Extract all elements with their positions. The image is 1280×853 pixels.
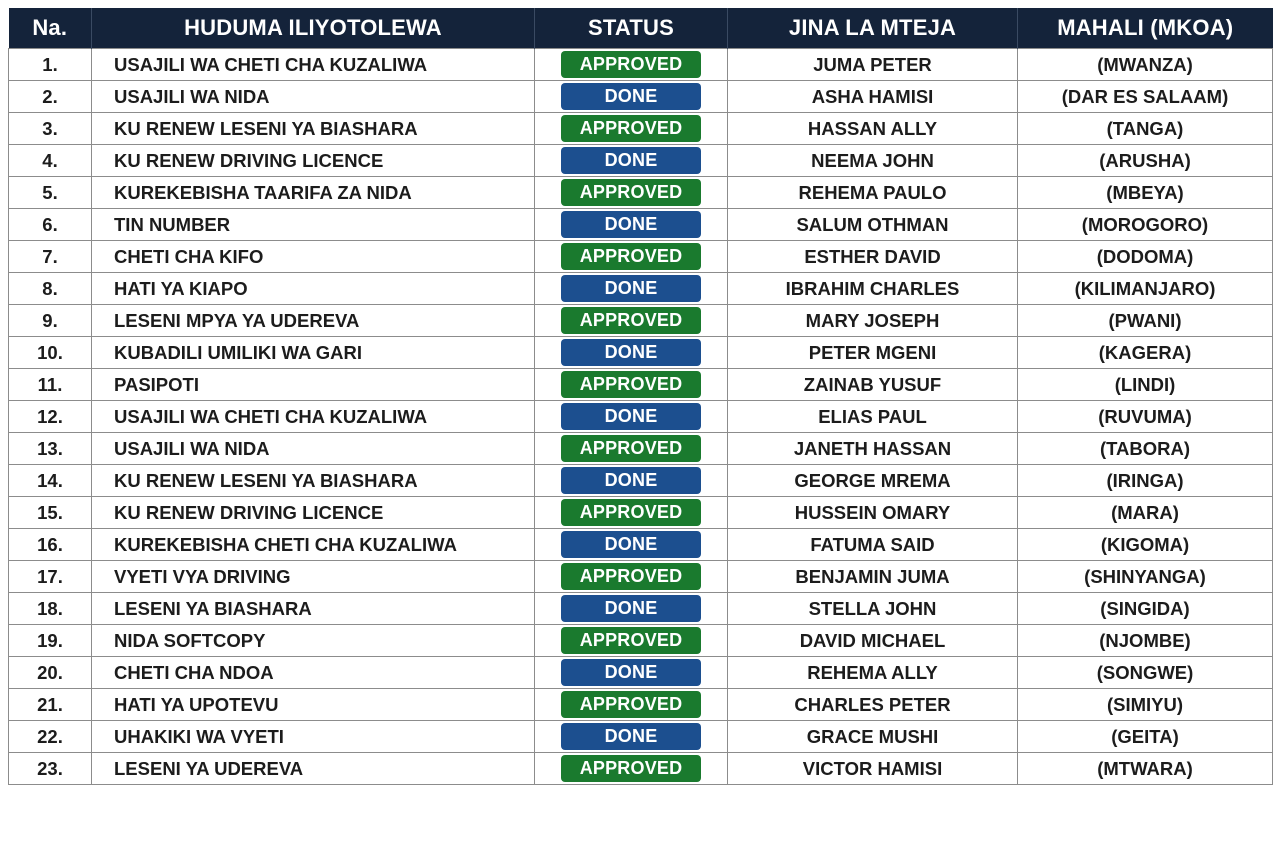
client-name: JUMA PETER <box>728 49 1018 81</box>
header-status: STATUS <box>535 8 728 49</box>
table-row <box>9 433 1273 465</box>
status-cell <box>535 497 728 529</box>
table-row <box>9 625 1273 657</box>
status-cell <box>535 625 728 657</box>
client-name: IBRAHIM CHARLES <box>728 273 1018 305</box>
client-name: ELIAS PAUL <box>728 401 1018 433</box>
status-cell <box>535 689 728 721</box>
client-name: GRACE MUSHI <box>728 721 1018 753</box>
row-number: 23. <box>9 753 92 785</box>
status-badge: DONE <box>561 147 701 174</box>
status-cell <box>535 561 728 593</box>
service-name: PASIPOTI <box>92 369 535 401</box>
table-row <box>9 305 1273 337</box>
client-name: NEEMA JOHN <box>728 145 1018 177</box>
service-name: KU RENEW DRIVING LICENCE <box>92 145 535 177</box>
status-badge: DONE <box>561 275 701 302</box>
status-badge: APPROVED <box>561 179 701 206</box>
status-badge: DONE <box>561 467 701 494</box>
row-number: 5. <box>9 177 92 209</box>
client-name: PETER MGENI <box>728 337 1018 369</box>
region-name: (SINGIDA) <box>1018 593 1273 625</box>
table-row <box>9 465 1273 497</box>
service-name: UHAKIKI WA VYETI <box>92 721 535 753</box>
row-number: 18. <box>9 593 92 625</box>
row-number: 6. <box>9 209 92 241</box>
row-number: 17. <box>9 561 92 593</box>
table-row <box>9 49 1273 81</box>
service-name: LESENI YA UDEREVA <box>92 753 535 785</box>
row-number: 7. <box>9 241 92 273</box>
row-number: 19. <box>9 625 92 657</box>
region-name: (MOROGORO) <box>1018 209 1273 241</box>
status-badge: APPROVED <box>561 115 701 142</box>
status-badge: APPROVED <box>561 435 701 462</box>
client-name: SALUM OTHMAN <box>728 209 1018 241</box>
client-name: REHEMA ALLY <box>728 657 1018 689</box>
service-name: KU RENEW LESENI YA BIASHARA <box>92 465 535 497</box>
status-cell <box>535 113 728 145</box>
status-badge: APPROVED <box>561 307 701 334</box>
table-row <box>9 497 1273 529</box>
service-name: USAJILI WA CHETI CHA KUZALIWA <box>92 49 535 81</box>
header-region: MAHALI (MKOA) <box>1018 8 1273 49</box>
service-name: KUREKEBISHA CHETI CHA KUZALIWA <box>92 529 535 561</box>
client-name: ASHA HAMISI <box>728 81 1018 113</box>
region-name: (DODOMA) <box>1018 241 1273 273</box>
region-name: (MTWARA) <box>1018 753 1273 785</box>
status-cell <box>535 529 728 561</box>
table-row <box>9 113 1273 145</box>
status-badge: APPROVED <box>561 243 701 270</box>
region-name: (LINDI) <box>1018 369 1273 401</box>
region-name: (TANGA) <box>1018 113 1273 145</box>
status-badge: APPROVED <box>561 51 701 78</box>
region-name: (DAR ES SALAAM) <box>1018 81 1273 113</box>
service-name: NIDA SOFTCOPY <box>92 625 535 657</box>
status-badge: APPROVED <box>561 755 701 782</box>
client-name: STELLA JOHN <box>728 593 1018 625</box>
status-cell <box>535 305 728 337</box>
row-number: 21. <box>9 689 92 721</box>
status-cell <box>535 145 728 177</box>
table-row <box>9 593 1273 625</box>
status-badge: DONE <box>561 83 701 110</box>
client-name: REHEMA PAULO <box>728 177 1018 209</box>
client-name: CHARLES PETER <box>728 689 1018 721</box>
service-name: HATI YA UPOTEVU <box>92 689 535 721</box>
region-name: (SIMIYU) <box>1018 689 1273 721</box>
status-badge: DONE <box>561 211 701 238</box>
table-row <box>9 209 1273 241</box>
client-name: ESTHER DAVID <box>728 241 1018 273</box>
row-number: 16. <box>9 529 92 561</box>
client-name: JANETH HASSAN <box>728 433 1018 465</box>
status-cell <box>535 209 728 241</box>
client-name: MARY JOSEPH <box>728 305 1018 337</box>
row-number: 9. <box>9 305 92 337</box>
service-name: KU RENEW DRIVING LICENCE <box>92 497 535 529</box>
client-name: ZAINAB YUSUF <box>728 369 1018 401</box>
status-cell <box>535 465 728 497</box>
row-number: 11. <box>9 369 92 401</box>
row-number: 3. <box>9 113 92 145</box>
row-number: 13. <box>9 433 92 465</box>
services-table <box>8 8 1273 785</box>
service-name: KUREKEBISHA TAARIFA ZA NIDA <box>92 177 535 209</box>
region-name: (PWANI) <box>1018 305 1273 337</box>
row-number: 10. <box>9 337 92 369</box>
status-cell <box>535 593 728 625</box>
row-number: 15. <box>9 497 92 529</box>
region-name: (RUVUMA) <box>1018 401 1273 433</box>
status-cell <box>535 401 728 433</box>
service-name: LESENI MPYA YA UDEREVA <box>92 305 535 337</box>
status-badge: APPROVED <box>561 563 701 590</box>
table-body <box>9 49 1273 785</box>
table-row <box>9 145 1273 177</box>
table-row <box>9 81 1273 113</box>
service-name: KUBADILI UMILIKI WA GARI <box>92 337 535 369</box>
table-row <box>9 177 1273 209</box>
status-cell <box>535 369 728 401</box>
service-name: TIN NUMBER <box>92 209 535 241</box>
row-number: 4. <box>9 145 92 177</box>
client-name: GEORGE MREMA <box>728 465 1018 497</box>
client-name: VICTOR HAMISI <box>728 753 1018 785</box>
table-row <box>9 369 1273 401</box>
table-row <box>9 657 1273 689</box>
header-number: Na. <box>9 8 92 49</box>
status-badge: DONE <box>561 659 701 686</box>
region-name: (MARA) <box>1018 497 1273 529</box>
service-name: USAJILI WA CHETI CHA KUZALIWA <box>92 401 535 433</box>
status-badge: DONE <box>561 531 701 558</box>
status-badge: DONE <box>561 595 701 622</box>
region-name: (NJOMBE) <box>1018 625 1273 657</box>
client-name: DAVID MICHAEL <box>728 625 1018 657</box>
client-name: HUSSEIN OMARY <box>728 497 1018 529</box>
table-row <box>9 753 1273 785</box>
client-name: FATUMA SAID <box>728 529 1018 561</box>
row-number: 12. <box>9 401 92 433</box>
service-name: USAJILI WA NIDA <box>92 433 535 465</box>
table-row <box>9 337 1273 369</box>
status-cell <box>535 753 728 785</box>
service-name: USAJILI WA NIDA <box>92 81 535 113</box>
region-name: (TABORA) <box>1018 433 1273 465</box>
status-cell <box>535 337 728 369</box>
region-name: (KIGOMA) <box>1018 529 1273 561</box>
status-cell <box>535 721 728 753</box>
status-badge: APPROVED <box>561 691 701 718</box>
row-number: 20. <box>9 657 92 689</box>
table-row <box>9 273 1273 305</box>
row-number: 8. <box>9 273 92 305</box>
status-cell <box>535 657 728 689</box>
client-name: BENJAMIN JUMA <box>728 561 1018 593</box>
service-name: HATI YA KIAPO <box>92 273 535 305</box>
header-service: HUDUMA ILIYOTOLEWA <box>92 8 535 49</box>
services-table-container <box>8 8 1272 785</box>
row-number: 14. <box>9 465 92 497</box>
header-client-name: JINA LA MTEJA <box>728 8 1018 49</box>
region-name: (KAGERA) <box>1018 337 1273 369</box>
region-name: (MWANZA) <box>1018 49 1273 81</box>
region-name: (SONGWE) <box>1018 657 1273 689</box>
service-name: CHETI CHA KIFO <box>92 241 535 273</box>
status-cell <box>535 433 728 465</box>
status-cell <box>535 177 728 209</box>
table-row <box>9 561 1273 593</box>
service-name: KU RENEW LESENI YA BIASHARA <box>92 113 535 145</box>
client-name: HASSAN ALLY <box>728 113 1018 145</box>
status-badge: DONE <box>561 339 701 366</box>
table-row <box>9 721 1273 753</box>
table-header <box>9 8 1273 49</box>
region-name: (GEITA) <box>1018 721 1273 753</box>
row-number: 2. <box>9 81 92 113</box>
region-name: (IRINGA) <box>1018 465 1273 497</box>
status-cell <box>535 81 728 113</box>
service-name: VYETI VYA DRIVING <box>92 561 535 593</box>
region-name: (ARUSHA) <box>1018 145 1273 177</box>
row-number: 1. <box>9 49 92 81</box>
status-cell <box>535 241 728 273</box>
region-name: (SHINYANGA) <box>1018 561 1273 593</box>
region-name: (MBEYA) <box>1018 177 1273 209</box>
table-row <box>9 529 1273 561</box>
status-badge: DONE <box>561 403 701 430</box>
row-number: 22. <box>9 721 92 753</box>
service-name: LESENI YA BIASHARA <box>92 593 535 625</box>
status-badge: APPROVED <box>561 627 701 654</box>
status-cell <box>535 273 728 305</box>
status-badge: APPROVED <box>561 371 701 398</box>
status-badge: DONE <box>561 723 701 750</box>
table-row <box>9 401 1273 433</box>
status-cell <box>535 49 728 81</box>
table-row <box>9 241 1273 273</box>
table-row <box>9 689 1273 721</box>
header-row <box>9 8 1273 49</box>
status-badge: APPROVED <box>561 499 701 526</box>
region-name: (KILIMANJARO) <box>1018 273 1273 305</box>
service-name: CHETI CHA NDOA <box>92 657 535 689</box>
